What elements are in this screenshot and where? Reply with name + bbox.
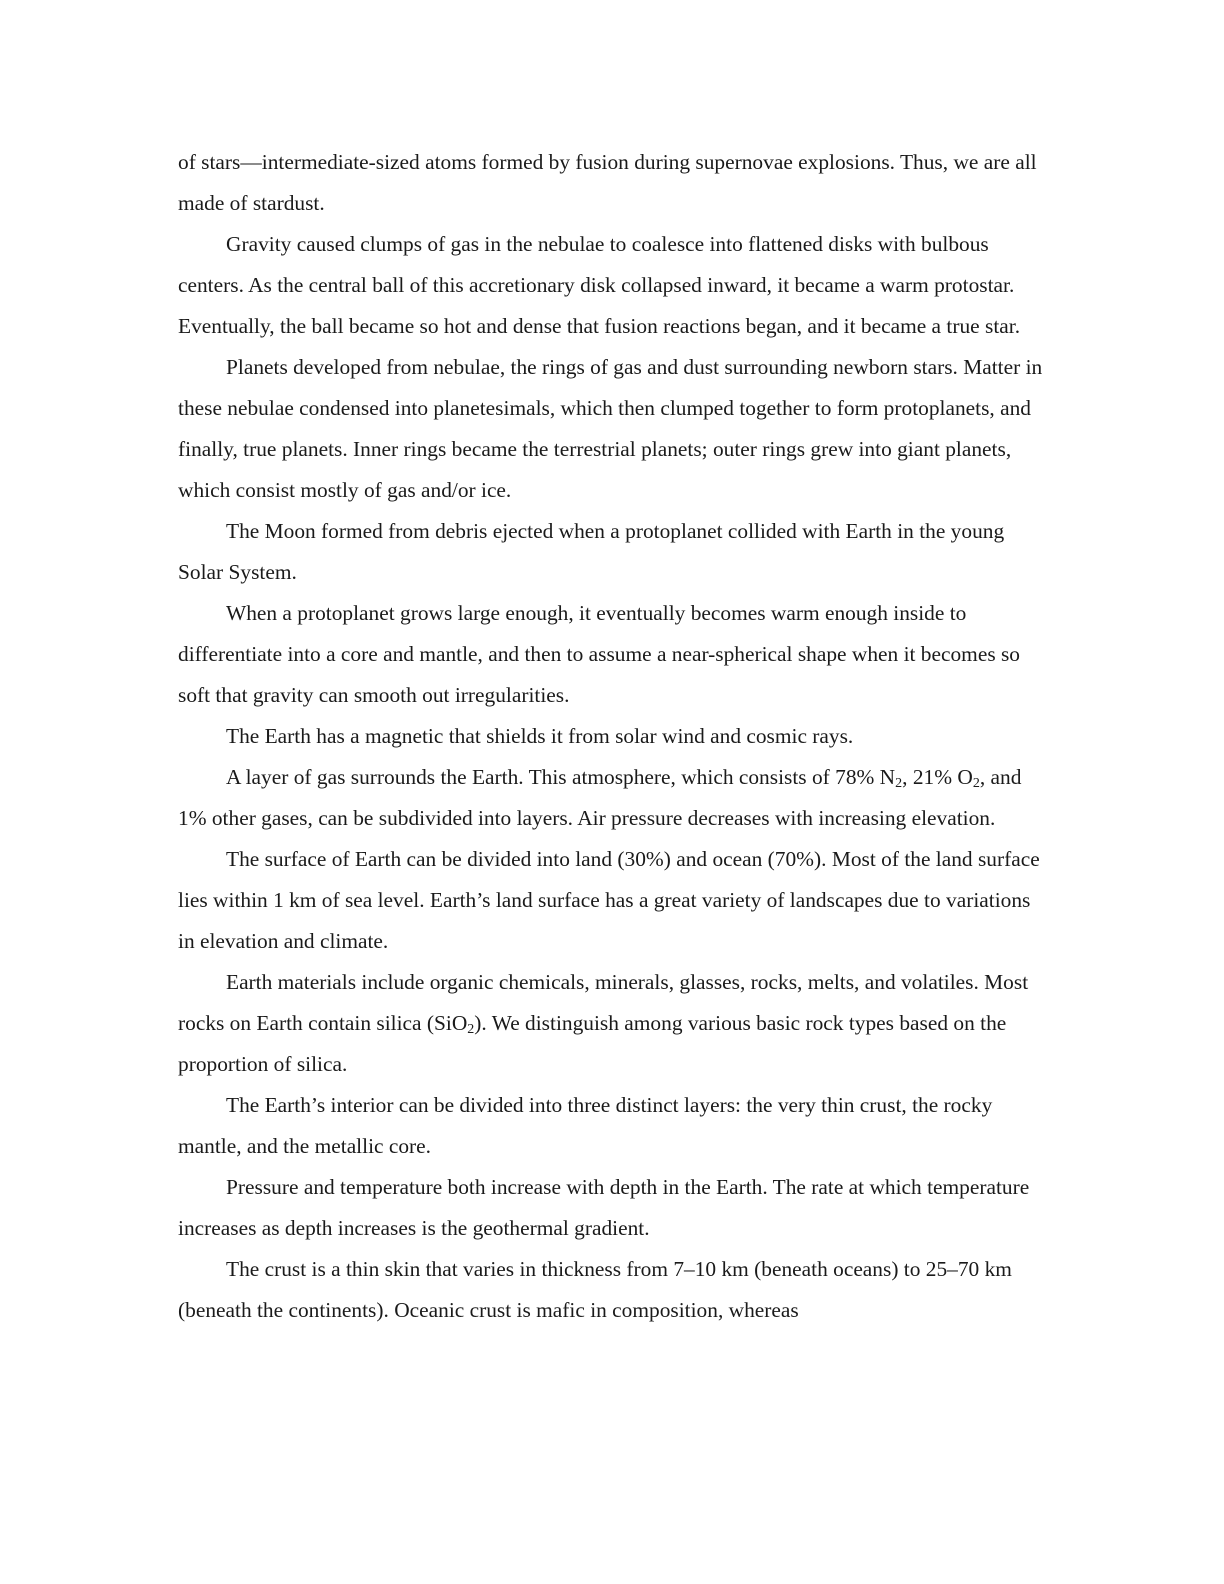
paragraph: The Earth’s interior can be divided into three distinct layers: the very thin crust, the rocky mantle, and the metallic core. bbox=[178, 1093, 993, 1158]
text-segment: , and 1% other gases, can be subdivided into layers. Air pressure decreases with increasing elevation. bbox=[178, 765, 1022, 830]
paragraph: The Moon formed from debris ejected when a protoplanet collided with Earth in the young Solar System. bbox=[178, 519, 1005, 584]
paragraph-atmosphere bbox=[178, 757, 1048, 839]
paragraph: The surface of Earth can be divided into land (30%) and ocean (70%). Most of the land surface lies within 1 km of sea level. Earth’s land surface has a great variety of landscapes due to variations in elevation and climate. bbox=[178, 847, 1040, 953]
body-text bbox=[178, 142, 1048, 1331]
subscript: 2 bbox=[895, 776, 903, 791]
paragraph: Gravity caused clumps of gas in the nebulae to coalesce into flattened disks with bulbous centers. As the central ball of this accretionary disk collapsed inward, it became a warm protostar. Eventually, the ball became so hot and dense that fusion reactions began, and it became a true star. bbox=[178, 232, 1021, 338]
subscript: 2 bbox=[972, 776, 980, 791]
paragraph: The crust is a thin skin that varies in thickness from 7–10 km (beneath oceans) to 25–70 km (beneath the continents). Oceanic crust is mafic in composition, whereas bbox=[178, 1257, 1012, 1322]
paragraph: Planets developed from nebulae, the rings of gas and dust surrounding newborn stars. Matter in these nebulae condensed into planetesimals, which then clumped together to form protoplanets, and finally, true planets. Inner rings became the terrestrial planets; outer rings grew into giant planets, which consist mostly of gas and/or ice. bbox=[178, 355, 1043, 502]
text-segment: Earth materials include organic chemicals, minerals, glasses, rocks, melts, and volatiles. Most rocks on Earth contain silica (SiO bbox=[178, 970, 1029, 1035]
text-segment: A layer of gas surrounds the Earth. This atmosphere, which consists of 78% N bbox=[226, 765, 896, 789]
text-segment: ). We distinguish among various basic rock types based on the proportion of silica. bbox=[178, 1011, 1007, 1076]
text-segment: , 21% O bbox=[902, 765, 973, 789]
paragraph-materials bbox=[178, 962, 1048, 1085]
paragraph: of stars—intermediate-sized atoms formed by fusion during supernovae explosions. Thus, we are all made of stardust. bbox=[178, 150, 1037, 215]
paragraph: When a protoplanet grows large enough, it eventually becomes warm enough inside to differentiate into a core and mantle, and then to assume a near-spherical shape when it becomes so soft that gravity can smooth out irregularities. bbox=[178, 601, 1021, 707]
paragraph: The Earth has a magnetic that shields it from solar wind and cosmic rays. bbox=[226, 724, 854, 748]
paragraph: Pressure and temperature both increase with depth in the Earth. The rate at which temperature increases as depth increases is the geothermal gradient. bbox=[178, 1175, 1030, 1240]
subscript: 2 bbox=[467, 1022, 475, 1037]
